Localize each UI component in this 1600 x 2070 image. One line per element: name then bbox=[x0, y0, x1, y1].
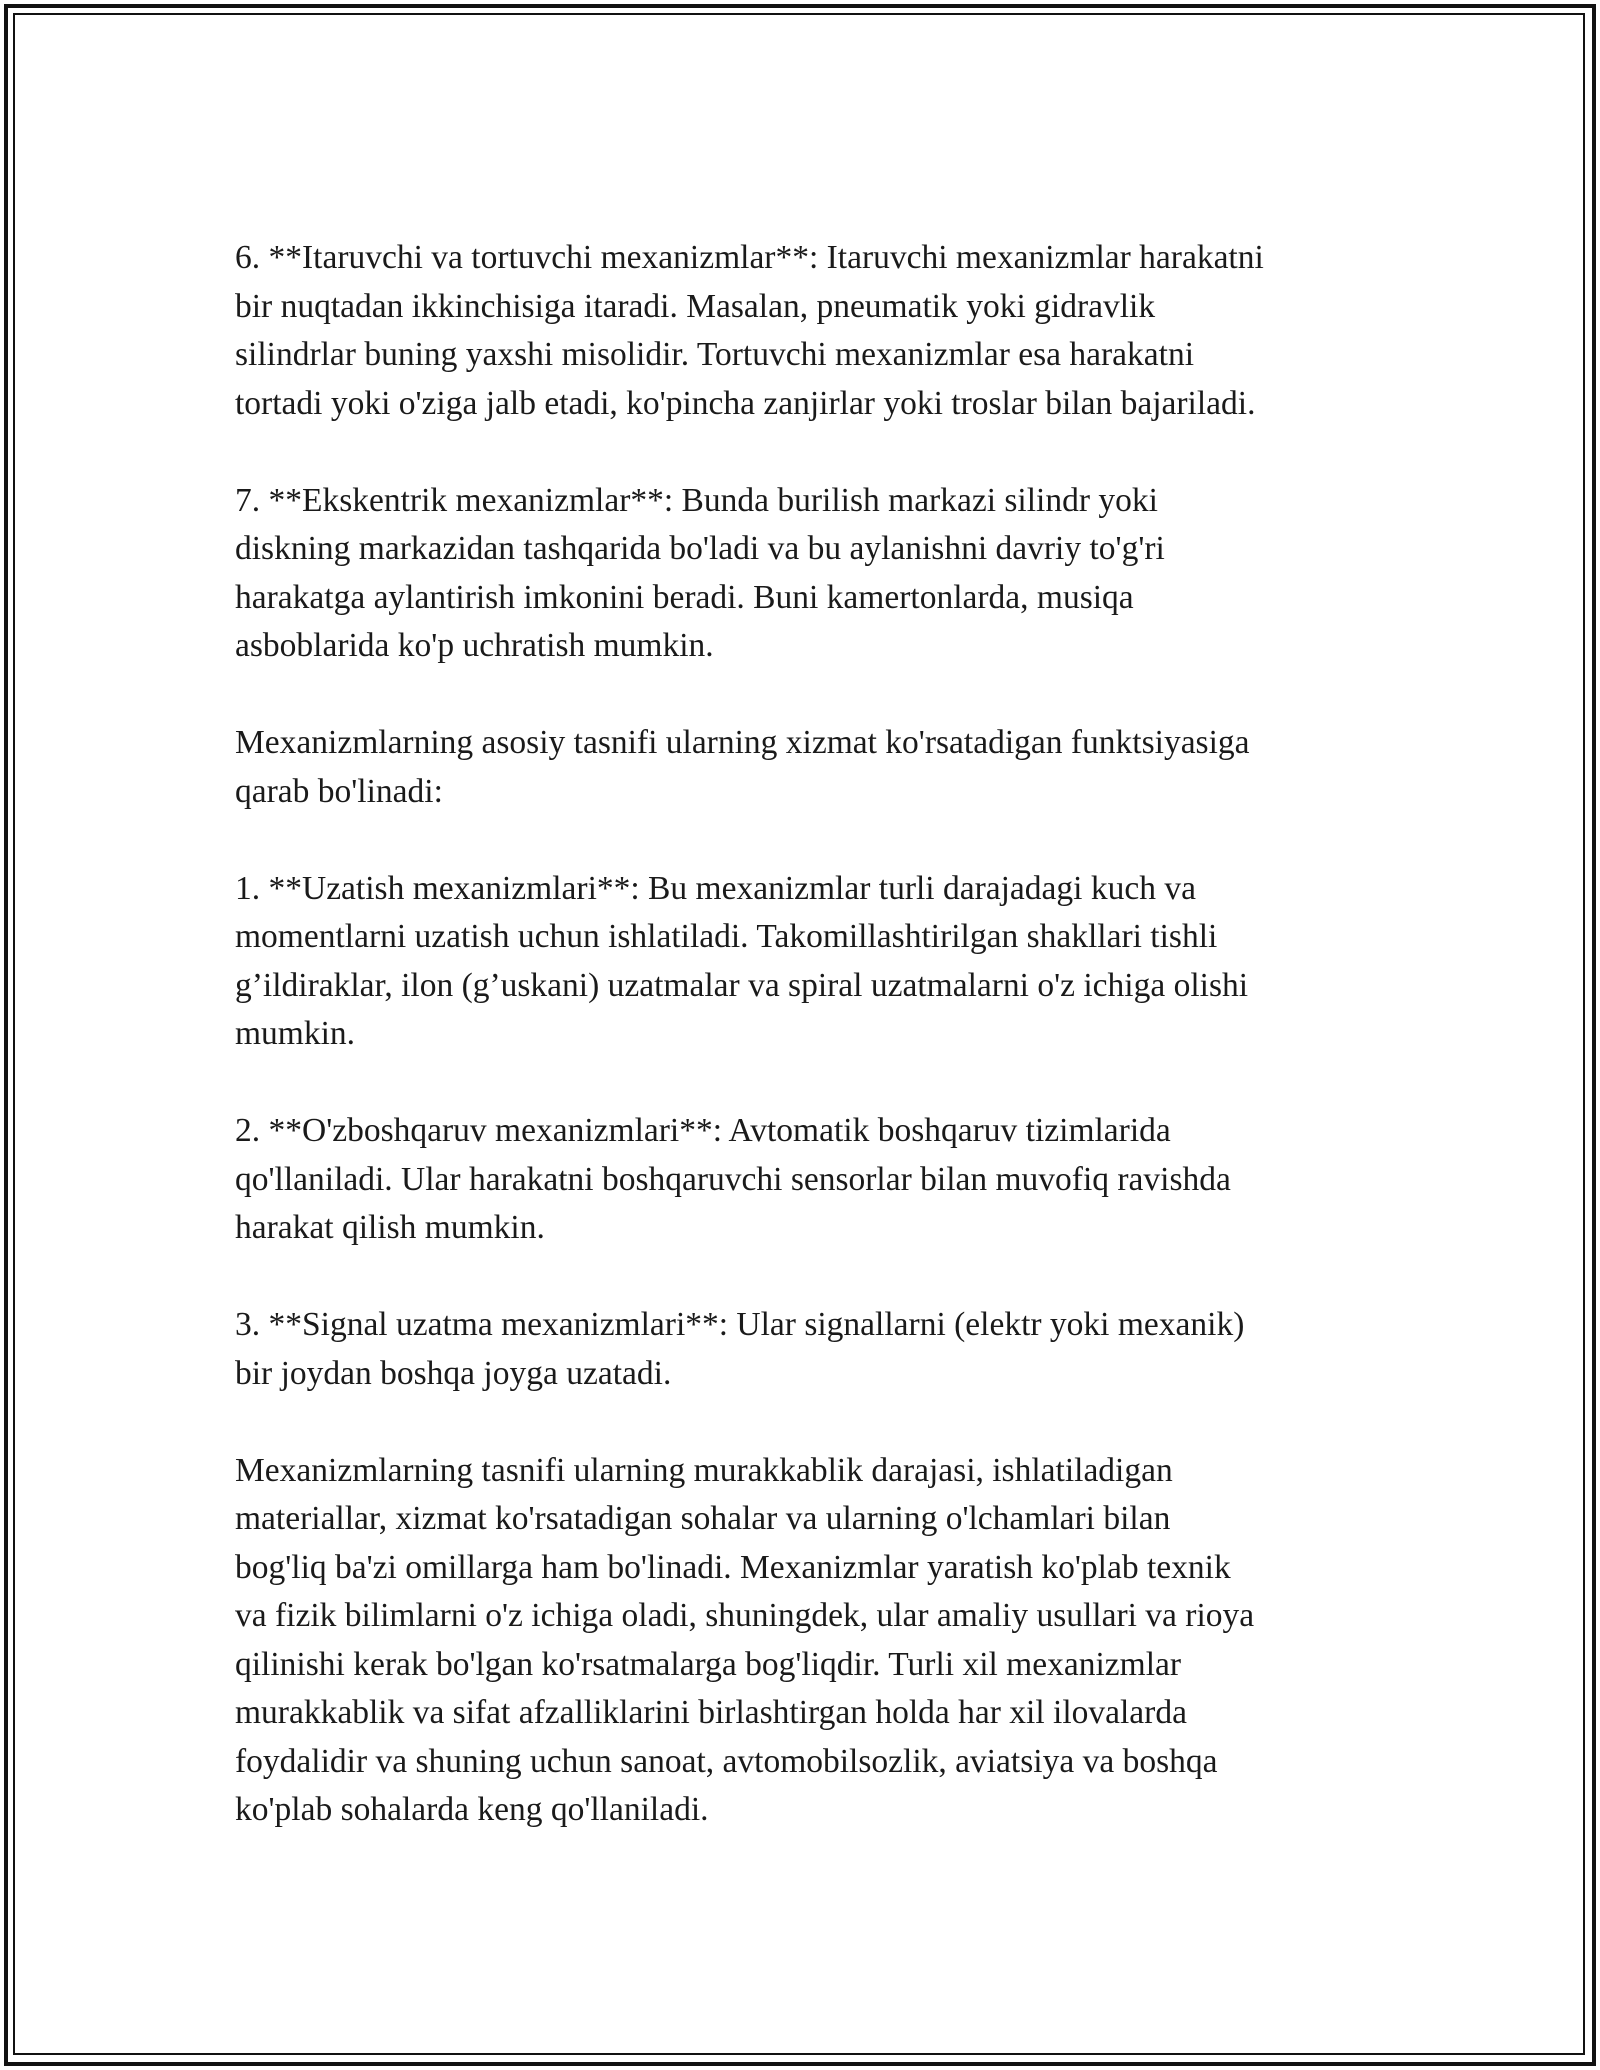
text-line: 7. **Ekskentrik mexanizmlar**: Bunda burilish markazi silindr yoki bbox=[235, 481, 1158, 519]
text-line: 6. **Itaruvchi va tortuvchi mexanizmlar**: Itaruvchi mexanizmlar harakatni bbox=[235, 239, 1264, 276]
paragraph-eccentric-mechanisms bbox=[235, 477, 1365, 671]
text-line: silindrlar buning yaxshi misolidir. Tortuvchi mexanizmlar esa harakatni bbox=[235, 336, 1195, 373]
text-line: foydalidir va shuning uchun sanoat, avtomobilsozlik, aviatsiya va boshqa bbox=[235, 1742, 1218, 1780]
text-line: mumkin. bbox=[235, 1015, 356, 1052]
text-line: 1. **Uzatish mexanizmlari**: Bu mexanizmlar turli darajadagi kuch va bbox=[235, 869, 1196, 907]
text-line: ko'plab sohalarda keng qo'llaniladi. bbox=[235, 1791, 709, 1828]
text-line: murakkablik va sifat afzalliklarini birlashtirgan holda har xil ilovalarda bbox=[235, 1694, 1187, 1731]
text-line: bog'liq ba'zi omillarga ham bo'linadi. Mexanizmlar yaratish ko'plab texnik bbox=[235, 1548, 1231, 1586]
paragraph-self-control-mechanisms bbox=[235, 1107, 1365, 1253]
paragraph-classification-summary bbox=[235, 1447, 1365, 1835]
text-line: asboblarida ko'p uchratish mumkin. bbox=[235, 627, 714, 664]
document-body bbox=[235, 234, 1365, 1883]
text-line: Mexanizmlarning tasnifi ularning murakkablik darajasi, ishlatiladigan bbox=[235, 1451, 1173, 1489]
text-line: 3. **Signal uzatma mexanizmlari**: Ular signallarni (elektr yoki mexanik) bbox=[235, 1306, 1245, 1343]
text-line: 2. **O'zboshqaruv mexanizmlari**: Avtomatik boshqaruv tizimlarida bbox=[235, 1112, 1171, 1149]
text-line: qo'llaniladi. Ular harakatni boshqaruvchi sensorlar bilan muvofiq ravishda bbox=[235, 1160, 1231, 1198]
text-line: Mexanizmlarning asosiy tasnifi ularning xizmat ko'rsatadigan funktsiyasiga bbox=[235, 724, 1250, 761]
paragraph-pushing-pulling-mechanisms bbox=[235, 234, 1365, 428]
text-line: momentlarni uzatish uchun ishlatiladi. Takomillashtirilgan shakllari tishli bbox=[235, 918, 1218, 955]
text-line: g’ildiraklar, ilon (g’uskani) uzatmalar va spiral uzatmalarni o'z ichiga olishi bbox=[235, 966, 1249, 1004]
text-line: bir nuqtadan ikkinchisiga itaradi. Masalan, pneumatik yoki gidravlik bbox=[235, 287, 1156, 325]
text-line: diskning markazidan tashqarida bo'ladi va bu aylanishni davriy to'g'ri bbox=[235, 530, 1165, 567]
text-line: bir joydan boshqa joyga uzatadi. bbox=[235, 1354, 672, 1392]
text-line: harakat qilish mumkin. bbox=[235, 1209, 545, 1246]
text-line: tortadi yoki o'ziga jalb etadi, ko'pincha zanjirlar yoki troslar bilan bajariladi. bbox=[235, 384, 1256, 422]
paragraph-signal-mechanisms bbox=[235, 1301, 1365, 1398]
paragraph-classification-intro bbox=[235, 719, 1365, 816]
text-line: harakatga aylantirish imkonini beradi. Buni kamertonlarda, musiqa bbox=[235, 578, 1134, 616]
text-line: qarab bo'linadi: bbox=[235, 772, 443, 810]
paragraph-transmission-mechanisms bbox=[235, 865, 1365, 1059]
text-line: va fizik bilimlarni o'z ichiga oladi, shuningdek, ular amaliy usullari va rioya bbox=[235, 1597, 1255, 1634]
text-line: qilinishi kerak bo'lgan ko'rsatmalarga bog'liqdir. Turli xil mexanizmlar bbox=[235, 1645, 1182, 1683]
text-line: materiallar, xizmat ko'rsatadigan sohalar va ularning o'lchamlari bilan bbox=[235, 1500, 1171, 1537]
